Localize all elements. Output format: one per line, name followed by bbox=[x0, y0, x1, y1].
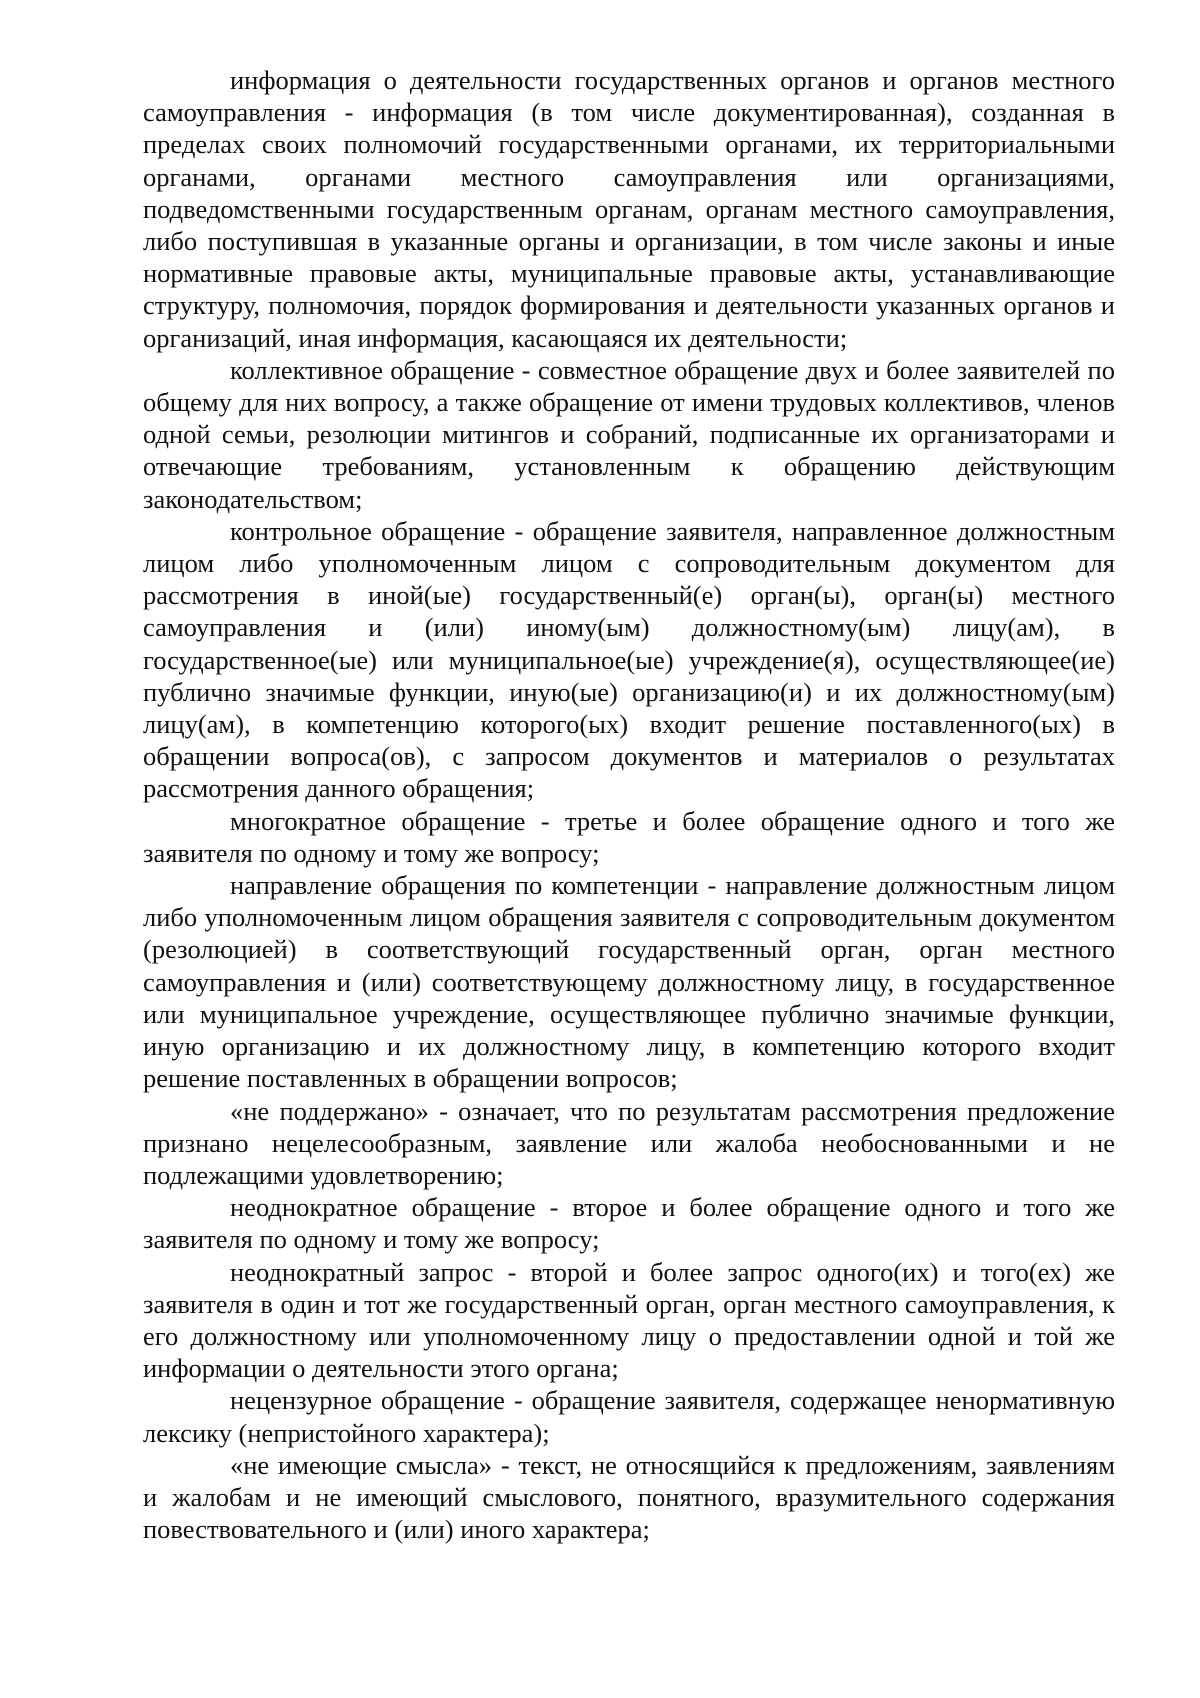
document-body bbox=[143, 64, 1115, 1545]
definition-paragraph: многократное обращение - третье и более обращение одного и того же заявителя по одному и тому же вопросу; bbox=[143, 805, 1115, 868]
definition-paragraph: нецензурное обращение - обращение заявителя, содержащее ненормативную лексику (непристойного характера); bbox=[143, 1385, 1115, 1448]
definition-paragraph: неоднократный запрос - второй и более запрос одного(их) и того(ех) же заявителя в один и тот же государственный орган, орган местного самоуправления, к его должностному или уполномоченному лицу о предоставлении одной и той же информации о деятельности этого органа; bbox=[143, 1256, 1115, 1384]
definition-paragraph: информация о деятельности государственных органов и органов местного самоуправления - информация (в том числе документированная), созданная в пределах своих полномочий государственными органами, их территориальными органами, органами местного самоуправления или организациями, подведомственными государственным органам, органам местного самоуправления, либо поступившая в указанные органы и организации, в том числе законы и иные нормативные правовые акты, муниципальные правовые акты, устанавливающие структуру, полномочия, порядок формирования и деятельности указанных органов и организаций, иная информация, касающаяся их деятельности; bbox=[143, 65, 1115, 353]
definition-paragraph: неоднократное обращение - второе и более обращение одного и того же заявителя по одному и тому же вопросу; bbox=[143, 1192, 1115, 1255]
definition-paragraph: «не поддержано» - означает, что по результатам рассмотрения предложение признано нецелесообразным, заявление или жалоба необоснованными и не подлежащими удовлетворению; bbox=[143, 1095, 1115, 1190]
definition-paragraph: «не имеющие смысла» - текст, не относящийся к предложениям, заявлениям и жалобам и не имеющий смыслового, понятного, вразумительного содержания повествовательного и (или) иного характера; bbox=[143, 1449, 1115, 1545]
definition-paragraph: коллективное обращение - совместное обращение двух и более заявителей по общему для них вопросу, а также обращение от имени трудовых коллективов, членов одной семьи, резолюции митингов и собраний, подписанные их организаторами и отвечающие требованиям, установленным к обращению действующим законодательством; bbox=[143, 354, 1115, 514]
definition-paragraph: контрольное обращение - обращение заявителя, направленное должностным лицом либо уполномоченным лицом с сопроводительным документом для рассмотрения в иной(ые) государственный(е) орган(ы), орган(ы) местного самоуправления и (или) иному(ым) должностному(ым) лицу(ам), в государственное(ые) или муниципальное(ые) учреждение(я), осуществляющее(ие) публично значимые функции, иную(ые) организацию(и) и их должностному(ым) лицу(ам), в компетенцию которого(ых) входит решение поставленного(ых) в обращении вопроса(ов), с запросом документов и материалов о результатах рассмотрения данного обращения; bbox=[143, 515, 1115, 804]
definition-paragraph: направление обращения по компетенции - направление должностным лицом либо уполномоченным лицом обращения заявителя с сопроводительным документом (резолюцией) в соответствующий государственный орган, орган местного самоуправления и (или) соответствующему должностному лицу, в государственное или муниципальное учреждение, осуществляющее публично значимые функции, иную организацию и их должностному лицу, в компетенцию которого входит решение поставленных в обращении вопросов; bbox=[143, 870, 1115, 1094]
